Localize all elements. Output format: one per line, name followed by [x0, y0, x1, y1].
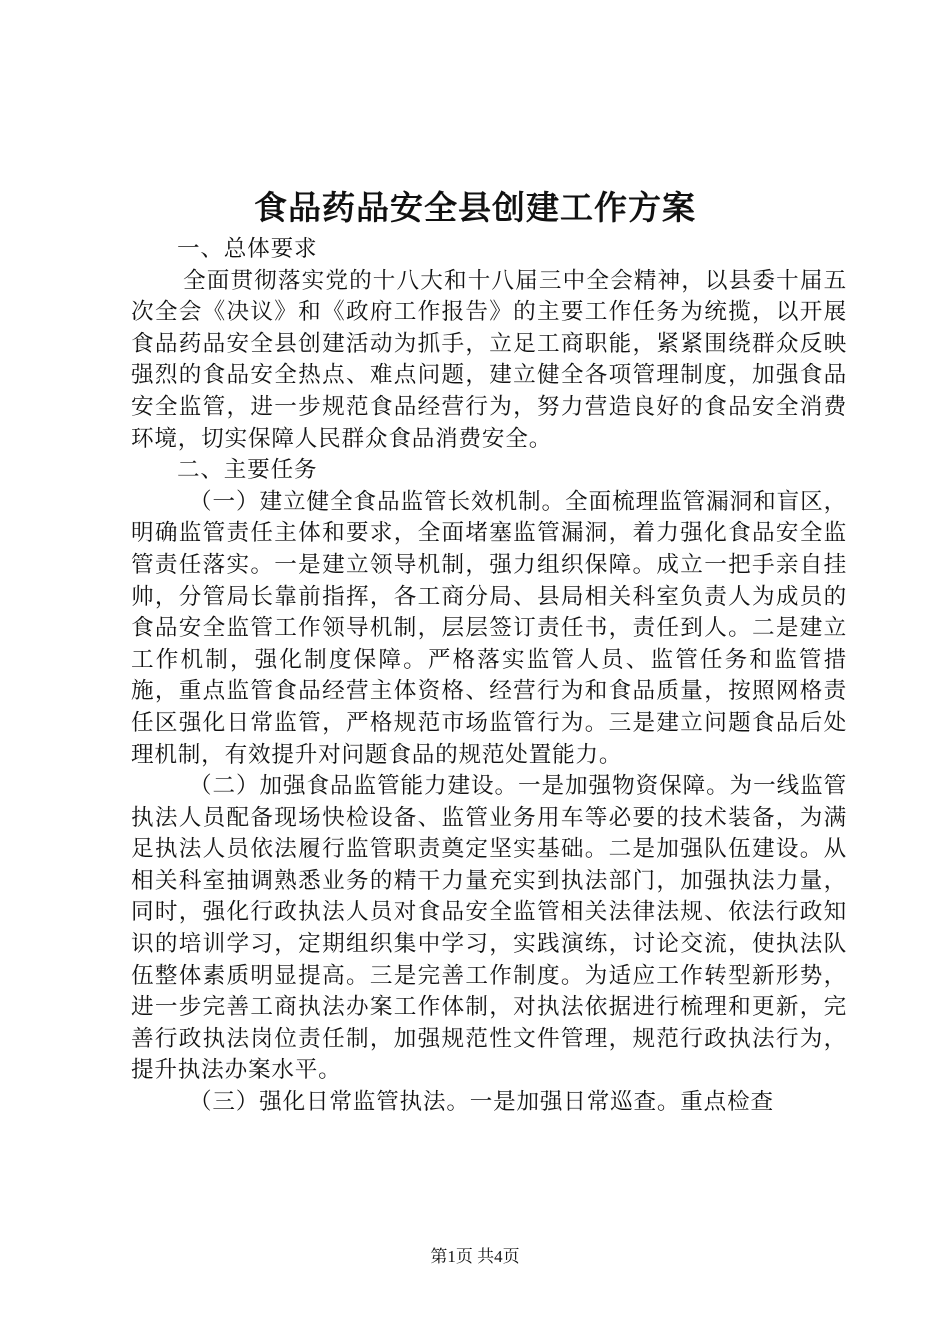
document-title: 食品药品安全县创建工作方案 — [254, 188, 696, 227]
paragraph-general-requirements: 全面贯彻落实党的十八大和十八届三中全会精神，以县委十届五次全会《决议》和《政府工作报告》的主要工作任务为统揽，以开展食品药品安全县创建活动为抓手，立足工商职能，紧紧围绕群众反映强烈的食品安全热点、难点问题，建立健全各项管理制度，加强食品安全监管，进一步规范食品经营行为，努力营造良好的食品安全消费环境，切实保障人民群众食品消费安全。 — [131, 267, 847, 452]
paragraph-task-1: （一）建立健全食品监管长效机制。全面梳理监管漏洞和盲区，明确监管责任主体和要求，全面堵塞监管漏洞，着力强化食品安全监管责任落实。一是建立领导机制，强力组织保障。成立一把手亲自挂帅，分管局长靠前指挥，各工商分局、县局相关科室负责人为成员的食品安全监管工作领导机制，层层签订责任书，责任到人。二是建立工作机制，强化制度保障。严格落实监管人员、监管任务和监管措施，重点监管食品经营主体资格、经营行为和食品质量，按照网格责任区强化日常监管，严格规范市场监管行为。三是建立问题食品后处理机制，有效提升对问题食品的规范处置能力。 — [131, 488, 847, 768]
section-heading-main-tasks: 二、主要任务 — [177, 457, 318, 484]
section-heading-general-requirements: 一、总体要求 — [177, 236, 318, 262]
document-body — [131, 234, 847, 1119]
page-footer: 第1页 共4页 — [430, 1247, 520, 1266]
paragraph-task-3: （三）强化日常监管执法。一是加强日常巡查。重点检查 — [189, 1089, 774, 1116]
paragraph-task-2: （二）加强食品监管能力建设。一是加强物资保障。为一线监管执法人员配备现场快检设备、监管业务用车等必要的技术装备，为满足执法人员依法履行监管职责奠定坚实基础。二是加强队伍建设。从相关科室抽调熟悉业务的精干力量充实到执法部门，加强执法力量，同时，强化行政执法人员对食品安全监管相关法律法规、依法行政知识的培训学习，定期组织集中学习，实践演练，讨论交流，使执法队伍整体素质明显提高。三是完善工作制度。为适应工作转型新形势，进一步完善工商执法办案工作体制，对执法依据进行梳理和更新，完善行政执法岗位责任制，加强规范性文件管理，规范行政执法行为，提升执法办案水平。 — [131, 773, 847, 1084]
